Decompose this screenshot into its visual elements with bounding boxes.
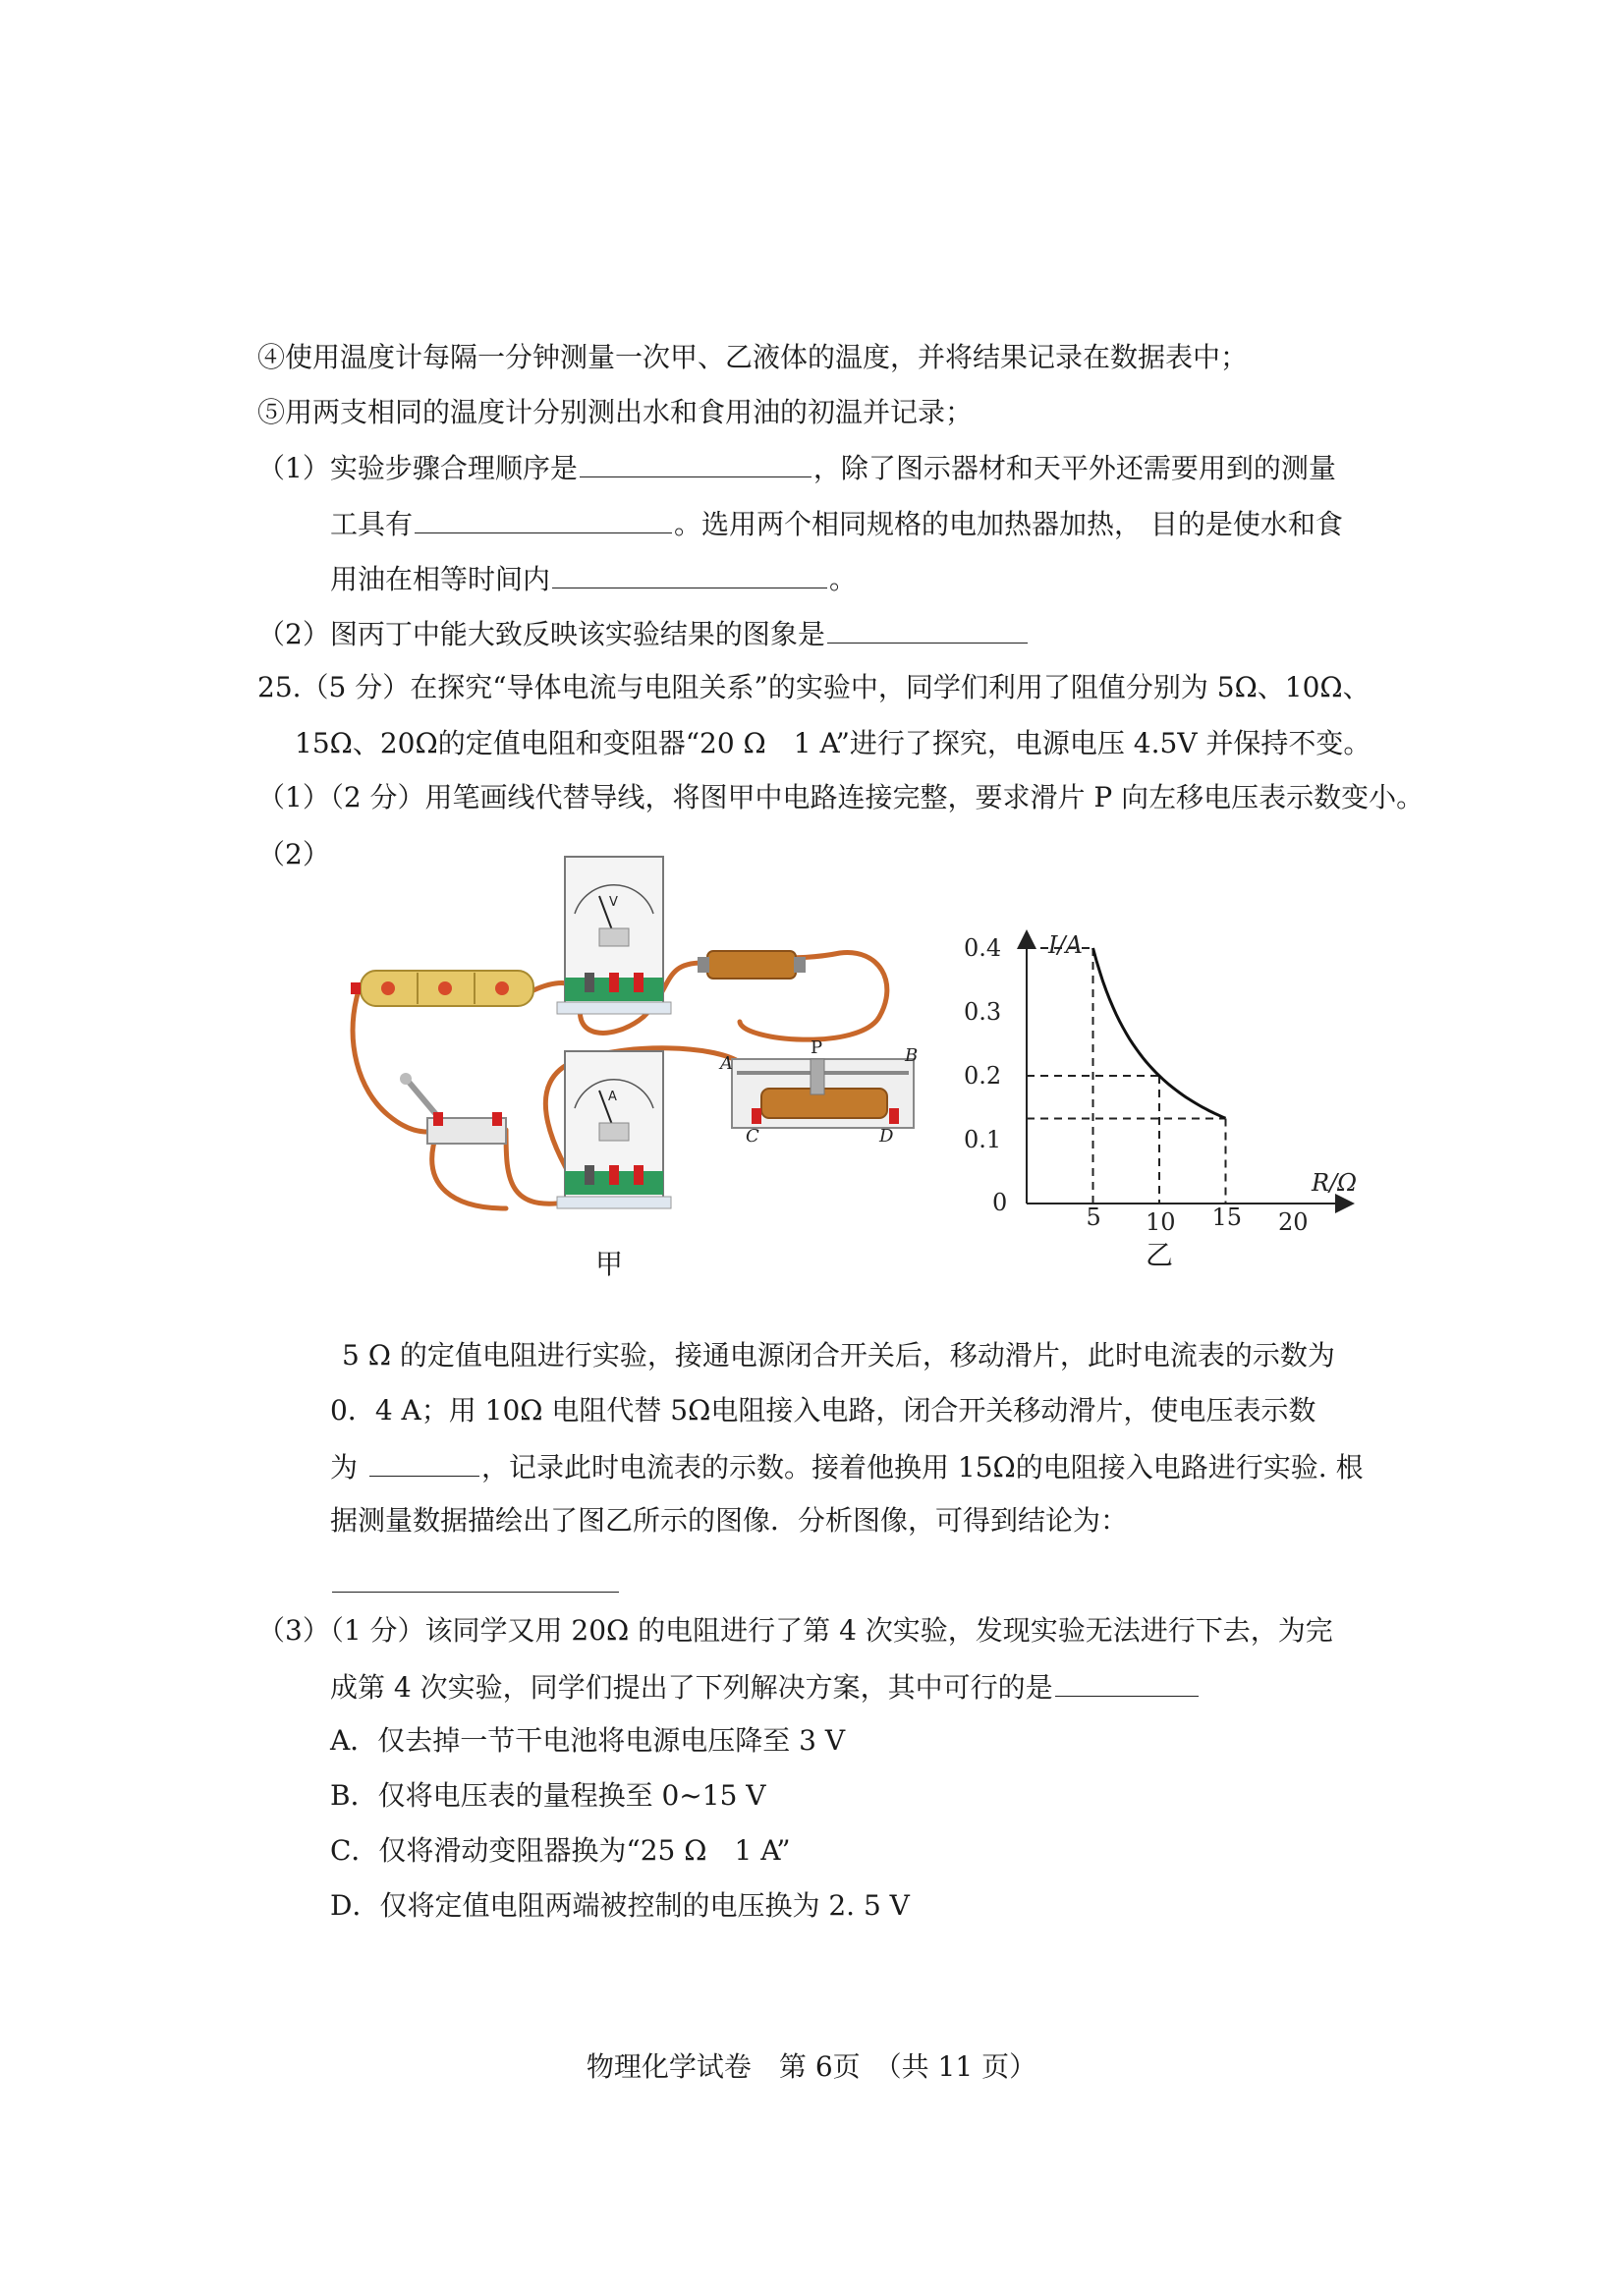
origin-label: 0 xyxy=(992,1189,1008,1216)
answer-blank-conclusion[interactable] xyxy=(332,1562,619,1593)
question-3-text-b: 成第 4 次实验，同学们提出了下列解决方案，其中可行的是 xyxy=(330,1671,1053,1704)
fixed-resistor xyxy=(698,951,806,979)
rheostat-label-p: P xyxy=(811,1037,823,1058)
rheostat-label-c: C xyxy=(746,1126,759,1147)
question-1-text-a: （1）实验步骤合理顺序是 xyxy=(257,452,578,484)
answer-blank-option[interactable] xyxy=(1055,1666,1199,1697)
rheostat-label-a: A xyxy=(720,1053,733,1074)
rheostat xyxy=(718,1037,918,1147)
option-a[interactable]: A．仅去掉一节干电池将电源电压降至 3 V xyxy=(330,1724,846,1757)
rheostat-label-b: B xyxy=(905,1045,919,1066)
problem-25-question-1: （1）（2 分）用笔画线代替导线，将图甲中电路连接完整，要求滑片 P 向左移电压表示数变小。 xyxy=(257,781,1425,813)
x-tick-15: 15 xyxy=(1211,1204,1243,1231)
step-4-text: ④使用温度计每隔一分钟测量一次甲、乙液体的温度，并将结果记录在数据表中； xyxy=(257,341,1249,373)
problem-25-text-line-4: 据测量数据描绘出了图乙所示的图像．分析图像，可得到结论为： xyxy=(330,1504,1129,1537)
problem-25-text-line-1: 5 Ω 的定值电阻进行实验，接通电源闭合开关后，移动滑片，此时电流表的示数为 xyxy=(342,1339,1335,1372)
x-tick-10: 10 xyxy=(1146,1208,1176,1236)
question-3-line-2 xyxy=(330,1666,1201,1708)
figure-a-caption: 甲 xyxy=(595,1248,624,1280)
x-tick-labels xyxy=(1087,1204,1309,1236)
answer-blank-order[interactable] xyxy=(580,447,812,477)
y-tick-0.1: 0.1 xyxy=(964,1126,1002,1153)
dashed-guides xyxy=(1027,948,1226,1204)
figure-b-caption: 乙 xyxy=(1146,1239,1174,1271)
question-1-text-f: 。 xyxy=(829,563,858,595)
ammeter xyxy=(557,1051,671,1208)
y-tick-0.2: 0.2 xyxy=(964,1062,1002,1090)
problem-25-line-1: 25.（5 分）在探究“导体电流与电阻关系”的实验中，同学们利用了阻值分别为 5Ω、10Ω、 xyxy=(257,671,1371,703)
y-tick-0.4: 0.4 xyxy=(964,934,1002,962)
y-tick-labels xyxy=(964,934,1001,1153)
problem-25-text-line-3 xyxy=(330,1446,1364,1487)
y-tick-0.3: 0.3 xyxy=(964,998,1002,1026)
answer-blank-tools[interactable] xyxy=(415,503,672,533)
problem-25-text-line-2: 0．4 A；用 10Ω 电阻代替 5Ω电阻接入电路，闭合开关移动滑片，使电压表示数 xyxy=(330,1394,1316,1427)
ammeter-letter: A xyxy=(608,1090,617,1104)
x-tick-5: 5 xyxy=(1086,1204,1101,1231)
page-footer: 物理化学试卷 第 6页 （共 11 页） xyxy=(586,2050,1037,2083)
problem-25-text-3b: ，记录此时电流表的示数。接着他换用 15Ω的电阻接入电路进行实验. 根 xyxy=(481,1451,1364,1484)
question-1-text-e: 用油在相等时间内 xyxy=(330,563,551,595)
voltmeter xyxy=(557,857,671,1014)
problem-25-line-2: 15Ω、20Ω的定值电阻和变阻器“20 Ω 1 A”进行了探究，电源电压 4.5V 并保持不变。 xyxy=(295,727,1371,759)
step-5-text: ⑤用两支相同的温度计分别测出水和食用油的初温并记录； xyxy=(257,396,974,428)
option-c[interactable]: C．仅将滑动变阻器换为“25 Ω 1 A” xyxy=(330,1834,791,1867)
problem-25-text-3a: 为 xyxy=(330,1451,359,1484)
y-axis-label: I/A xyxy=(1048,931,1083,959)
current-resistance-graph xyxy=(958,914,1371,1248)
question-1-text-b: ，除了图示器材和天平外还需要用到的测量 xyxy=(812,452,1336,484)
question-3-line-1: （3）（1 分）该同学又用 20Ω 的电阻进行了第 4 次实验，发现实验无法进行下去，为完 xyxy=(257,1614,1333,1647)
wire-battery-switch xyxy=(353,990,437,1132)
answer-blank-voltage[interactable] xyxy=(369,1446,479,1477)
option-b[interactable]: B．仅将电压表的量程换至 0~15 V xyxy=(330,1779,766,1812)
answer-blank-purpose[interactable] xyxy=(552,558,827,588)
voltmeter-letter: V xyxy=(609,895,618,910)
question-1-line-1 xyxy=(257,447,1336,488)
question-1-text-d: 。选用两个相同规格的电加热器加热， 目的是使水和食 xyxy=(674,508,1343,540)
rheostat-label-d: D xyxy=(879,1126,894,1147)
x-axis-label: R/Ω xyxy=(1312,1169,1358,1197)
battery-pack xyxy=(351,971,533,1006)
circuit-figure xyxy=(349,855,928,1233)
question-2-line xyxy=(257,613,1030,654)
question-1-line-2 xyxy=(330,503,1343,544)
x-tick-20: 20 xyxy=(1278,1208,1309,1236)
option-d[interactable]: D．仅将定值电阻两端被控制的电压换为 2. 5 V xyxy=(330,1889,910,1922)
question-1-line-3 xyxy=(330,558,857,599)
question-1-text-c: 工具有 xyxy=(330,508,414,540)
switch xyxy=(400,1073,506,1144)
question-2-text: （2）图丙丁中能大致反映该实验结果的图象是 xyxy=(257,618,825,650)
problem-25-question-2-label: （2） xyxy=(257,838,330,870)
answer-blank-graph[interactable] xyxy=(827,613,1028,644)
